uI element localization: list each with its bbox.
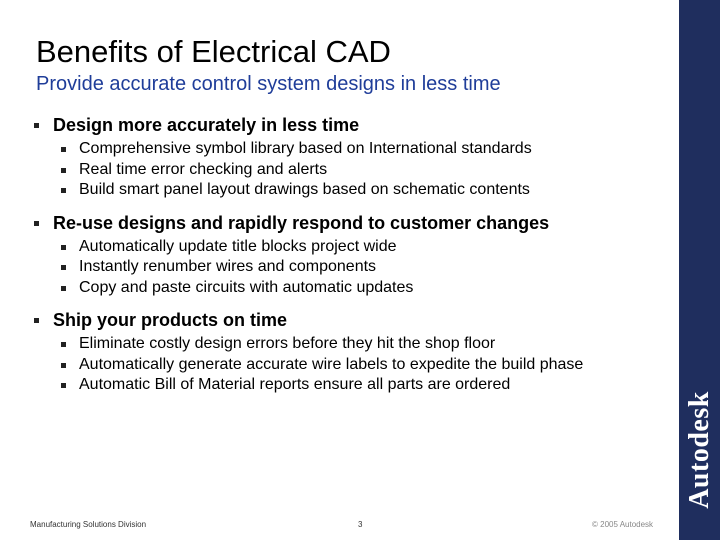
sub-bullet-list (34, 334, 674, 396)
list-item-text: Real time error checking and alerts (79, 160, 328, 178)
list-item-text: Comprehensive symbol library based on International standards (79, 140, 532, 157)
square-bullet-icon (34, 123, 39, 128)
footer-copyright: © 2005 Autodesk (592, 520, 654, 529)
section-design-accuracy (34, 113, 674, 201)
list-item-text: Automatically generate accurate wire labels to expedite the build phase (79, 355, 584, 373)
square-bullet-icon (61, 286, 66, 291)
list-item (34, 257, 674, 278)
list-item-text: Instantly renumber wires and components (79, 258, 377, 275)
section-reuse-designs (34, 211, 674, 299)
list-item (34, 375, 674, 396)
sub-bullet-list (34, 139, 674, 201)
list-item (34, 334, 674, 355)
square-bullet-icon (61, 383, 66, 388)
section-heading (34, 211, 674, 235)
square-bullet-icon (61, 363, 66, 368)
list-item-text: Eliminate costly design errors before they hit the shop floor (79, 335, 496, 352)
list-item-text: Copy and paste circuits with automatic updates (79, 278, 414, 296)
autodesk-logo: Autodesk (684, 391, 715, 509)
list-item (34, 180, 674, 201)
square-bullet-icon (61, 265, 66, 270)
slide-subtitle: Provide accurate control system designs in less time (36, 73, 501, 95)
list-item (34, 160, 674, 181)
square-bullet-icon (61, 147, 66, 152)
list-item (34, 278, 674, 299)
square-bullet-icon (61, 342, 66, 347)
square-bullet-icon (34, 221, 39, 226)
section-heading-text: Ship your products on time (53, 310, 288, 330)
slide-title: Benefits of Electrical CAD (36, 34, 391, 69)
list-item-text: Automatically update title blocks project wide (79, 237, 397, 255)
section-heading-text: Re-use designs and rapidly respond to customer changes (53, 212, 550, 233)
section-ship-on-time (34, 308, 674, 396)
square-bullet-icon (34, 318, 39, 323)
bullet-content (34, 113, 674, 406)
list-item (34, 139, 674, 160)
list-item (34, 355, 674, 376)
section-heading-text: Design more accurately in less time (53, 115, 360, 135)
footer-division: Manufacturing Solutions Division (30, 520, 147, 529)
section-heading (34, 113, 674, 137)
square-bullet-icon (61, 188, 66, 193)
square-bullet-icon (61, 245, 66, 250)
list-item-text: Build smart panel layout drawings based on schematic contents (79, 181, 530, 198)
list-item-text: Automatic Bill of Material reports ensure all parts are ordered (79, 376, 511, 393)
square-bullet-icon (61, 168, 66, 173)
list-item (34, 237, 674, 258)
sub-bullet-list (34, 237, 674, 299)
section-heading (34, 308, 674, 332)
footer-page-number: 3 (358, 520, 363, 529)
